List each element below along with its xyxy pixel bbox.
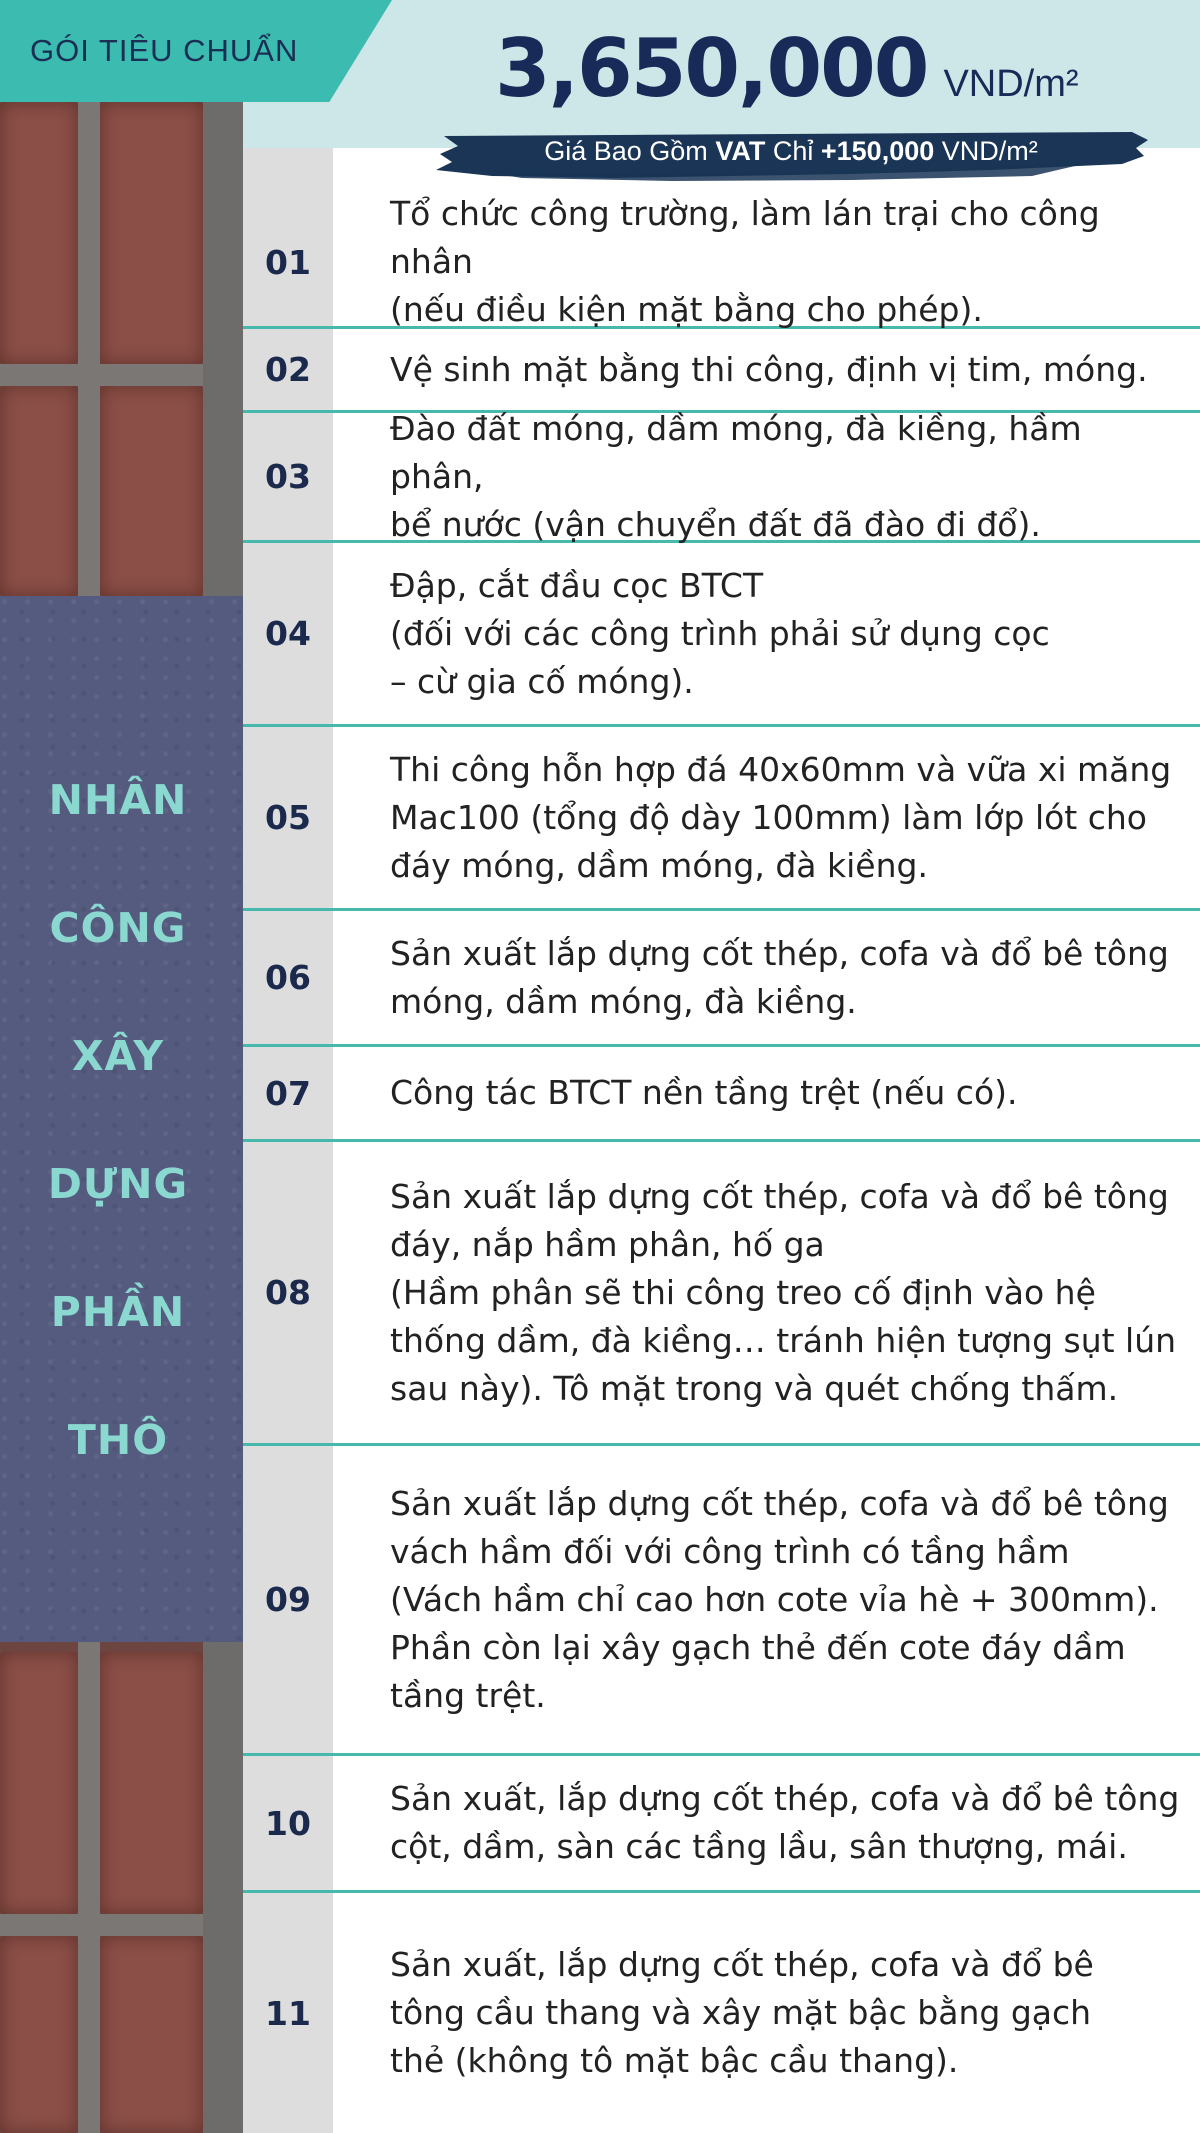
price-value: 3,650,000 [495,22,928,115]
brick [0,1936,78,2133]
item-number: 09 [265,1580,311,1619]
side-title [0,752,236,1520]
mortar-joint [78,102,100,596]
item-text: Tổ chức công trường, làm lán trại cho công nhân (nếu điều kiện mặt bằng cho phép). [390,194,1100,329]
list-item [243,194,1200,329]
side-title-word: NHÂN [48,776,188,824]
side-title-word: XÂY [71,1032,165,1080]
brick [0,1652,78,1914]
vat-amount: +150,000 [820,136,935,166]
brick-zone-top [0,102,243,596]
side-title-word: THÔ [67,1416,169,1464]
item-text: Công tác BTCT nền tầng trệt (nếu có). [390,1073,1018,1112]
item-number: 01 [265,242,311,282]
vat-note [432,130,1150,172]
list-item [243,1446,1200,1756]
brick-zone-bottom [0,1642,243,2133]
brick [100,386,203,596]
list-item [243,1893,1200,2133]
item-number: 04 [265,614,311,653]
item-text: Sản xuất, lắp dựng cốt thép, cofa và đổ bê tông cột, dầm, sàn các tầng lầu, sân thượng, mái. [390,1779,1180,1866]
brick [100,102,203,364]
item-text: Sản xuất lắp dựng cốt thép, cofa và đổ bê tông đáy, nắp hầm phân, hố ga (Hầm phân sẽ thi công treo cố định vào hệ thống dầm, đà kiềng… tránh hiện tượng sụt lún sau này). Tô mặt trong và quét chống thấm. [390,1176,1177,1408]
vat-middle: Chỉ [772,136,814,166]
price-unit: VND/m² [943,63,1079,105]
side-title-word: PHẦN [50,1288,186,1336]
list-item [243,911,1200,1047]
mortar-joint [78,1642,100,2133]
vat-unit: VND/m² [941,136,1038,166]
item-number: 07 [265,1073,311,1113]
vat-label: VAT [715,136,766,166]
brick [0,102,78,364]
item-number: 11 [265,1993,311,2033]
item-number: 02 [265,350,311,389]
side-title-word: CÔNG [49,904,187,952]
list-item [243,727,1200,911]
item-number: 06 [265,958,311,997]
item-text: Thi công hỗn hợp đá 40x60mm và vữa xi măng Mac100 (tổng độ dày 100mm) làm lớp lót cho đáy móng, dầm móng, đà kiềng. [390,749,1172,885]
list-item [243,329,1200,413]
side-title-word: DỰNG [47,1160,189,1208]
brick [100,1652,203,1914]
list-item [243,408,1200,544]
package-name: GÓI TIÊU CHUẨN [30,33,299,68]
item-number: 03 [265,457,311,496]
item-text: Sản xuất, lắp dựng cốt thép, cofa và đổ bê tông cầu thang và xây mặt bậc bằng gạch thẻ (không tô mặt bậc cầu thang). [390,1945,1094,2080]
mortar-joint [203,102,243,596]
brick [0,386,78,596]
mortar-joint [203,1642,243,2133]
brick [100,1936,203,2133]
item-number: 05 [265,798,311,837]
item-text: Sản xuất lắp dựng cốt thép, cofa và đổ bê tông vách hầm đối với công trình có tầng hầm (Vách hầm chỉ cao hơn cote vỉa hè + 300mm). Phần còn lại xây gạch thẻ đến cote đáy dầm tầng trệt. [390,1483,1169,1715]
list-item [243,1756,1200,1893]
item-number: 08 [265,1273,311,1312]
item-text: Đập, cắt đầu cọc BTCT (đối với các công trình phải sử dụng cọc – cừ gia cố móng). [390,565,1050,701]
item-text: Đào đất móng, dầm móng, đà kiềng, hầm phân, bể nước (vận chuyển đất đã đào đi đổ). [390,408,1082,544]
list-item [243,543,1200,727]
list-item [243,1047,1200,1142]
item-text: Sản xuất lắp dựng cốt thép, cofa và đổ bê tông móng, dầm móng, đà kiềng. [390,933,1169,1021]
list-item [243,1142,1200,1446]
item-text: Vệ sinh mặt bằng thi công, định vị tim, móng. [390,349,1148,389]
item-number: 10 [265,1803,311,1843]
price-block [495,22,1079,122]
vat-prefix: Giá Bao Gồm [544,136,708,166]
